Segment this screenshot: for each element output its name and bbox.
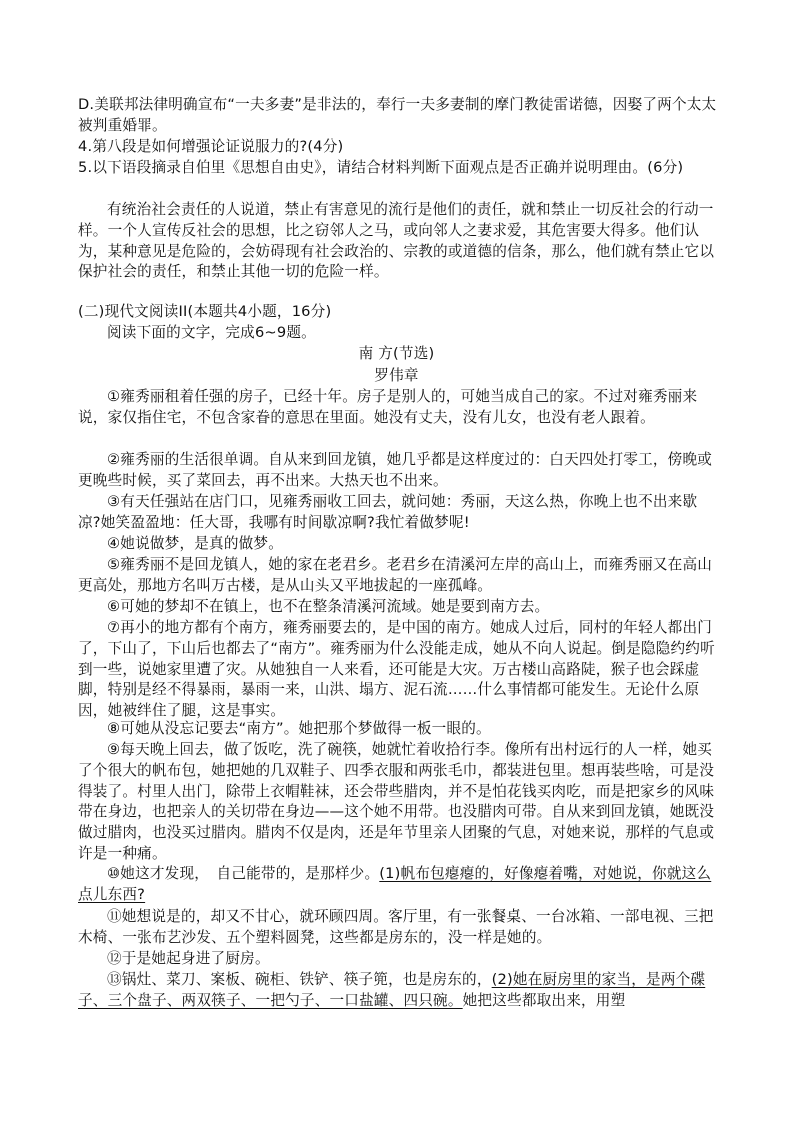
section-instruction: 阅读下面的文字，完成6~9题。 (107, 324, 316, 341)
paragraph-11: ⑪她想说是的，却又不甘心，就环顾四周。客厅里，有一张餐桌、一台冰箱、一部电视、三把木椅、一张布艺沙发、五个塑料圆凳，这些都是房东的，没一样是她的。 (78, 908, 714, 946)
underlined-sentence-2: (2)她在厨房里的家当，是两个碟子、三个盘子、两双筷子、一把勺子、一口盐罐、四只碗。 (78, 971, 706, 1009)
underlined-sentence-1: (1)帆布包瘪瘪的，好像瘪着嘴，对她说，你就这么点儿东西? (78, 865, 712, 903)
paragraph-1: ①雍秀丽租着任强的房子，已经十年。房子是别人的，可她当成自己的家。不过对雍秀丽来说，家仅指住宅，不包含家眷的意思在里面。她没有丈夫，没有儿女，也没有老人跟着。 (78, 388, 698, 426)
paragraph-8: ⑧可她从没忘记要去“南方”。她把那个梦做得一板一眼的。 (107, 720, 491, 737)
paragraph-9: ⑨每天晚上回去，做了饭吃，洗了碗筷，她就忙着收拾行李。像所有出村远行的人一样，她买了个很大的帆布包，她把她的几双鞋子、四季衣服和两张毛巾，都装进包里。想再装些啥，可是没得装了。村里人出门，除带上衣帽鞋袜，还会带些腊肉，并不是怕花钱买肉吃，而是把家乡的风味带在身边，也把亲人的关切带在身边——这个她不用带。也没腊肉可带。自从来到回龙镇，她既没做过腊肉，也没买过腊肉。腊肉不仅是肉，还是年节里亲人团聚的气息，对她来说，那样的气息或许是一种痛。 (78, 741, 715, 862)
paragraph-13-text: ⑬锅灶、菜刀、案板、碗柜、铁铲、筷子篼，也是房东的， (107, 971, 492, 988)
question-4: 4.第八段是如何增强论证说服力的?(4分) (78, 138, 344, 155)
article-author: 罗伟章 (374, 367, 419, 384)
question-5: 5.以下语段摘录自伯里《思想自由史》，请结合材料判断下面观点是否正确并说明理由。(6分) (78, 159, 684, 176)
quote-paragraph: 有统治社会责任的人说道，禁止有害意见的流行是他们的责任，就和禁止一切反社会的行动一样。一个人宣传反社会的思想，比之窃邻人之马，或向邻人之妻求爱，其危害要大得多。他们认为，某种意见是危险的，会妨碍现有社会政治的、宗教的或道德的信条，那么，他们就有禁止它以保护社会的责任，和禁止其他一切的危险一样。 (78, 201, 715, 281)
paragraph-3: ③有天任强站在店门口，见雍秀丽收工回去，就问她：秀丽，天这么热，你晚上也不出来歇凉?她笑盈盈地：任大哥，我哪有时间歇凉啊?我忙着做梦呢! (78, 493, 698, 531)
paragraph-10 (78, 864, 719, 906)
article-title: 南 方(节选) (358, 345, 435, 362)
paragraph-10-text: ⑩她这才发现， 自己能带的，是那样少。 (107, 865, 380, 882)
paragraph-12: ⑫于是她起身进了厨房。 (107, 950, 270, 967)
paragraph-5: ⑤雍秀丽不是回龙镇人，她的家在老君乡。老君乡在清溪河左岸的高山上，而雍秀丽又在高山更高处，那地方名叫万古楼，是从山头又平地拔起的一座孤峰。 (78, 556, 713, 594)
paragraph-4: ④她说做梦，是真的做梦。 (107, 535, 284, 552)
option-d: D.美联邦法律明确宣布“一夫多妻”是非法的，奉行一夫多妻制的摩门教徒雷诺德，因娶了两个太太被判重婚罪。 (78, 96, 717, 134)
section-heading: (二)现代文阅读II(本题共4小题，16分) (78, 303, 332, 320)
paragraph-13 (78, 970, 719, 1012)
paragraph-13-continuation: 她把这些都取出来，用塑 (462, 991, 626, 1009)
paragraph-7: ⑦再小的地方都有个南方，雍秀丽要去的，是中国的南方。她成人过后，同村的年轻人都出门了，下山了，下山后也都去了“南方”。雍秀丽为什么没能走成，她从不向人说起。倒是隐隐约约听到一些，说她家里遭了灾。从她独自一人来看，还可能是大灾。万古楼山高路陡，猴子也会踩虚脚，特别是经不得暴雨，暴雨一来，山洪、塌方、泥石流……什么事情都可能发生。无论什么原因，她被绊住了腿，这是事实。 (78, 619, 715, 720)
paragraph-2: ②雍秀丽的生活很单调。自从来到回龙镇，她几乎都是这样度过的：白天四处打零工，傍晚或更晚些时候，买了菜回去，再不出来。大热天也不出来。 (78, 451, 713, 489)
paragraph-6: ⑥可她的梦却不在镇上，也不在整条清溪河流域。她是要到南方去。 (107, 598, 550, 615)
